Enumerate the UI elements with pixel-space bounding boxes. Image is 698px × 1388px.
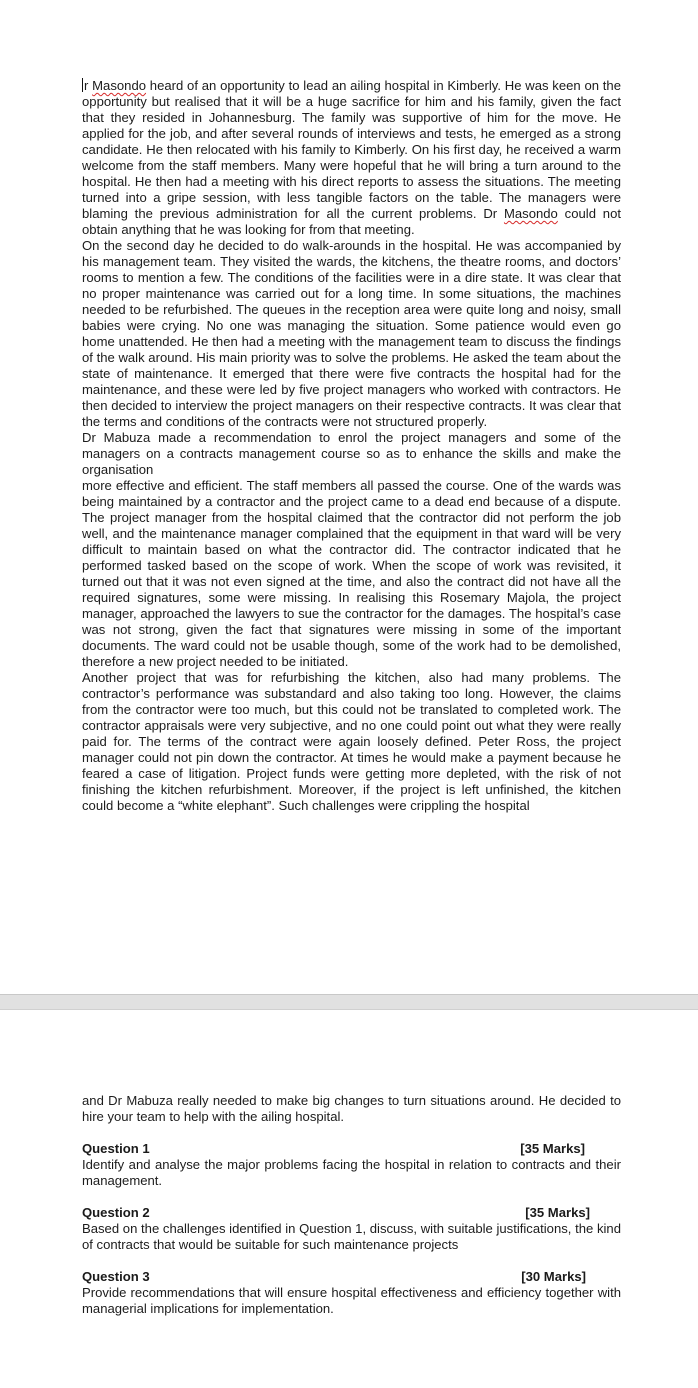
question-1-marks: [35 Marks] [520, 1141, 585, 1156]
question-3-marks: [30 Marks] [521, 1269, 586, 1284]
case-paragraph-1[interactable] [82, 78, 621, 238]
question-1-text[interactable]: Identify and analyse the major problems facing the hospital in relation to contracts and their management. [82, 1157, 621, 1188]
question-2-header [82, 1205, 590, 1221]
question-3-text[interactable]: Provide recommendations that will ensure hospital effectiveness and efficiency together with managerial implications for implementation. [82, 1285, 621, 1316]
case-paragraph-5[interactable]: Another project that was for refurbishing the kitchen, also had many problems. The contractor’s performance was substandard and also taking too long. However, the claims from the contractor were too much, but this could not be translated to completed work. The contractor appraisals were very subjective, and no one could point out what they were really paid for. The terms of the contract were again loosely defined. Peter Ross, the project manager could not pin down the contractor. At times he would make a payment because he feared a case of litigation. Project funds were getting more depleted, with the risk of not finishing the kitchen refurbishment. Moreover, if the project is left unfinished, the kitchen could become a “white elephant”. Such challenges were crippling the hospital [82, 670, 621, 813]
paragraph-1-lead: r [84, 78, 93, 93]
case-paragraph-6[interactable]: and Dr Mabuza really needed to make big changes to turn situations around. He decided to hire your team to help with the ailing hospital. [82, 1093, 621, 1124]
page-1-content [82, 78, 621, 814]
paragraph-1-body: heard of an opportunity to lead an ailing hospital in Kimberly. He was keen on the opportunity but realised that it will be a huge sacrifice for him and his family, given the fact that they resided in Johannesburg. The family was supportive of him for the move. He applied for the job, and after several rounds of interviews and tests, he emerged as a strong candidate. He then relocated with his family to Kimberly. On his first day, he received a warm welcome from the staff members. Many were hopeful that he will bring a turn around to the hospital. He then had a meeting with his direct reports to assess the situations. The meeting turned into a gripe session, with less tangible factors on the table. The managers were blaming the previous administration for all the current problems. Dr [82, 78, 621, 221]
misspelled-word[interactable]: Masondo [503, 206, 558, 221]
case-paragraph-2[interactable]: On the second day he decided to do walk-arounds in the hospital. He was accompanied by his management team. They visited the wards, the kitchens, the theatre rooms, and doctors’ rooms to mention a few. The conditions of the facilities were in a dire state. It was clear that no proper maintenance was carried out for a long time. In some situations, the machines needed to be refurbished. The queues in the reception area were quite long and noisy, small babies were crying. No one was managing the situation. Some patience would even go home unattended. He then had a meeting with the management team to discuss the findings of the walk around. His main priority was to solve the problems. He asked the team about the state of maintenance. It emerged that there were five contracts the hospital had for the maintenance, and these were led by five project managers who worked with contractors. He then decided to interview the project managers on their respective contracts. It was clear that the terms and conditions of the contracts were not structured properly. [82, 238, 621, 429]
text-cursor [82, 78, 83, 92]
question-3-title: Question 3 [82, 1269, 150, 1284]
question-2-text[interactable]: Based on the challenges identified in Question 1, discuss, with suitable justifications, the kind of contracts that would be suitable for such maintenance projects [82, 1221, 621, 1252]
question-2-marks: [35 Marks] [525, 1205, 590, 1220]
question-1-title: Question 1 [82, 1141, 150, 1156]
page-separator [0, 994, 698, 1010]
page-2-content [82, 1093, 621, 1317]
case-paragraph-3[interactable]: Dr Mabuza made a recommendation to enrol the project managers and some of the managers on a contracts management course so as to enhance the skills and make the organisation [82, 430, 621, 477]
paragraph-1-tail: could not obtain anything that he was looking for from that meeting. [82, 206, 622, 237]
case-paragraph-4[interactable]: more effective and efficient. The staff members all passed the course. One of the wards was being maintained by a contractor and the project came to a dead end because of a dispute. The project manager from the hospital claimed that the contractor did not perform the job well, and the maintenance manager complained that the equipment in that ward will be very difficult to maintain based on what the contractor did. The contractor indicated that he performed tasked based on the scope of work. When the scope of work was revisited, it turned out that it was not even signed at the time, and also the contract did not have all the required signatures, some were missing. In realising this Rosemary Majola, the project manager, approached the lawyers to sue the contractor for the damages. The hospital’s case was not strong, given the fact that signatures were missing in some of the important documents. The ward could not be usable though, some of the work had to be demolished, therefore a new project needed to be initiated. [82, 478, 621, 669]
question-3-header [82, 1269, 586, 1285]
misspelled-word[interactable]: Masondo [92, 78, 147, 93]
question-2-title: Question 2 [82, 1205, 150, 1220]
question-1-header [82, 1141, 585, 1157]
document-page-2 [0, 1010, 698, 1388]
